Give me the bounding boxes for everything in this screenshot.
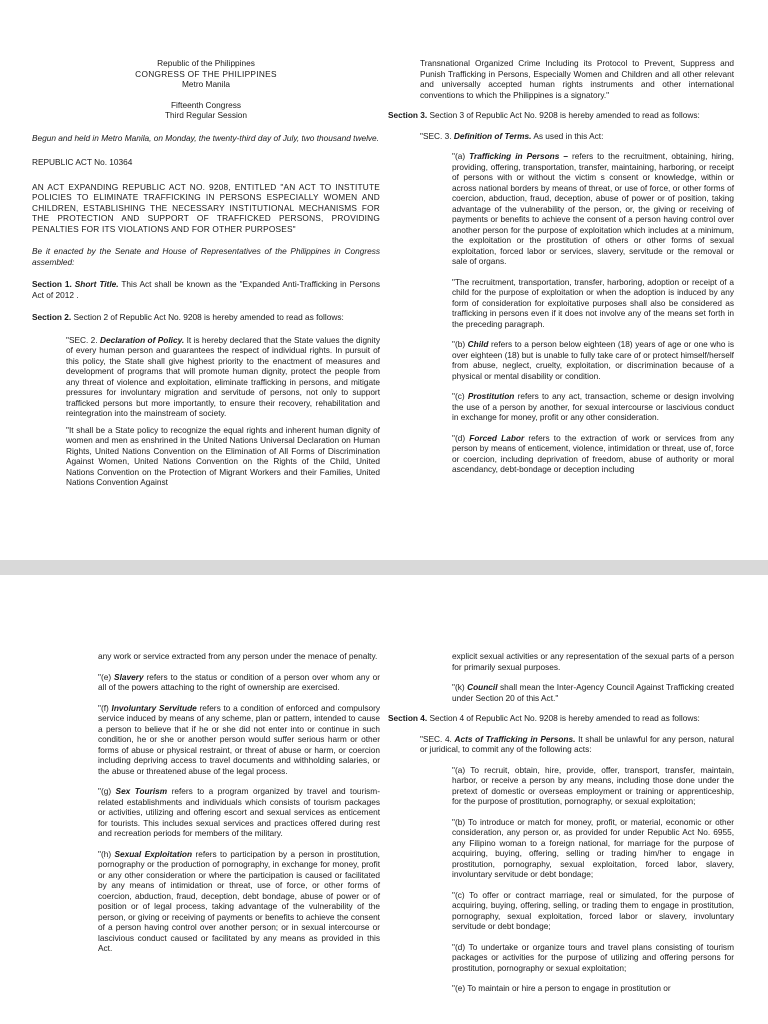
page2-right-column	[388, 651, 734, 1004]
definition-g-text: refers to a program organized by travel and tourism-related establishments and individuals which consists of tourism packages or activities, utilizing and offering escort and sexual services as enticement for tourists. This includes sexual services and practices offered during rest and recreation periods for members of the military.	[98, 786, 380, 838]
section-4-label: Section 4.	[388, 713, 428, 723]
section-2-label: Section 2.	[32, 312, 72, 322]
sec4-term: Acts of Trafficking in Persons.	[454, 733, 576, 744]
definition-d	[452, 433, 734, 475]
section-3-text: Section 3 of Republic Act No. 9208 is hereby amended to read as follows:	[429, 110, 700, 120]
definition-a-text: refers to the recruitment, obtaining, hiring, providing, offering, transportation, transfer, maintaining, harboring, or receipt of persons with or without the victim s consent or knowledge, within or across national borders by means of threat, or use of force, or other forms of coercion, abduction, fraud, deception, abuse of power or of position, taking advantage of the vulnerability of the person, or, the giving or receiving of payments or benefits to achieve the consent of a person having control over another person for the purpose of exploitation which includes at a minimum, the exploitation or the prostitution of others or other forms of sexual exploitation, forced labor or services, slavery, servitude or the removal or sale of organs.	[452, 151, 734, 266]
definition-c-term: Prostitution	[467, 391, 515, 401]
sec2-continuation: Transnational Organized Crime Including its Protocol to Prevent, Suppress and Punish Trafficking in Persons, Especially Women and Children and all other relevant and universally accepted human rights instruments and other international conventions to which the Philippines is a signatory."	[420, 58, 734, 100]
section-4-text: Section 4 of Republic Act No. 9208 is hereby amended to read as follows:	[429, 713, 700, 723]
definition-b	[452, 339, 734, 381]
enacting-clause: Be it enacted by the Senate and House of Representatives of the Philippines in Congress assembled:	[32, 246, 380, 267]
definition-g-open: "(g)	[98, 786, 112, 796]
act-d: "(d) To undertake or organize tours and travel plans consisting of tourism packages or activities for the purpose of utilizing and offering persons for prostitution, pornography or sexual exploitation;	[452, 941, 734, 973]
section-3	[388, 110, 734, 121]
sec4-acts	[420, 734, 734, 755]
definition-a-term: Trafficking in Persons –	[469, 151, 568, 161]
section-1	[32, 279, 380, 300]
sec4-open: "SEC. 4.	[420, 733, 452, 744]
act-b: "(b) To introduce or match for money, profit, or material, economic or other consideration, any person or, as provided for under Republic Act No. 6955, any Filipino woman to a foreign national, for marriage for the purpose of acquiring, buying, offering, selling or trading him/her to engage in prostitution, pornography, sexual exploitation, forced labor, slavery, involuntary servitude or debt bondage;	[452, 816, 734, 879]
congress-number: Fifteenth Congress	[170, 99, 242, 110]
act-c: "(c) To offer or contract marriage, real or simulated, for the purpose of acquiring, buying, offering, selling, or trading them to engage in prostitution, pornography, sexual exploitation, forced labor or slavery, involuntary servitude or debt bondage;	[452, 889, 734, 931]
definition-e-open: "(e)	[98, 671, 112, 682]
location-header: Metro Manila	[182, 79, 230, 89]
definition-d-open: "(d)	[452, 432, 466, 443]
definition-d-text: refers to the extraction of work or services from any person by means of enticement, violence, intimidation or threat, use of, force or coercion, including deprivation of freedom, abuse of authority or moral ascendancy, debt-bondage or deception including	[452, 432, 735, 474]
document-page-2	[0, 575, 768, 1024]
republic-header: Republic of the Philippines	[157, 58, 255, 68]
section-1-label: Section 1.	[32, 279, 72, 289]
definition-g-term: Sex Tourism	[115, 786, 168, 796]
definition-j-continuation: explicit sexual activities or any representation of the sexual parts of a person for primarily sexual purposes.	[452, 651, 734, 672]
session-label: Third Regular Session	[164, 110, 248, 120]
section-2-text: Section 2 of Republic Act No. 9208 is hereby amended to read as follows:	[73, 312, 344, 322]
page1-right-column	[388, 58, 734, 485]
sec2-paragraph-2: "It shall be a State policy to recognize the equal rights and inherent human dignity of women and men as enshrined in the United Nations Universal Declaration on Human Rights, United Nations Convention on the Elimination of All Forms of Discrimination Against Women, United Nations Convention on the Rights of the Child, United Nations Convention on the Protection of Migrant Workers and their Families, United Nations Convention Against	[66, 424, 380, 487]
definition-e-term: Slavery	[114, 671, 144, 682]
definition-c-open: "(c)	[452, 391, 465, 401]
definition-e-text: refers to the status or condition of a person over whom any or all of the powers attaching to the right of ownership are exercised.	[98, 671, 380, 692]
definition-a-open: "(a)	[452, 151, 466, 161]
definition-f-open: "(f)	[98, 702, 109, 713]
page2-left-column	[98, 651, 380, 964]
sec2-policy	[66, 335, 380, 419]
sec2-text: It is hereby declared that the State values the dignity of every human person and guarantees the respect of individual rights. In pursuit of this policy, the State shall give highest priority to the enactment of measures and development of programs that will promote human dignity, protect the people from any threat of violence and exploitation, eliminate trafficking in persons, and mitigate pressures for involuntary migration and servitude of persons, not only to support trafficked persons but more importantly, to ensure their recovery, rehabilitation and reintegration into the mainstream of society.	[66, 334, 380, 418]
definition-d-continuation: any work or service extracted from any person under the menace of penalty.	[98, 651, 378, 661]
definition-b-text: refers to a person below eighteen (18) years of age or one who is over eighteen (18) but is unable to fully take care of or protect himself/herself from abuse, neglect, cruelty, exploitation, or discrimination because of a physical or mental disability or condition.	[452, 339, 735, 381]
definition-f-text: refers to a condition of enforced and compulsory service induced by means of any scheme, plan or pattern, intended to cause a person to believe that if he or she did not enter into or continue in such condition, he or she or another person would suffer serious harm or other forms of abuse or physical restraint, or threat of abuse or harm, or coercion including depriving access to travel documents and withholding salaries, or the abuse or threatened abuse of the legal process.	[98, 702, 381, 776]
sec3-open: "SEC. 3.	[420, 130, 452, 141]
act-a: "(a) To recruit, obtain, hire, provide, offer, transport, transfer, maintain, harbor, or receive a person by any means, including those done under the pretext of domestic or overseas employment or training or apprenticeship, for the purpose of prostitution, pornography, or sexual exploitation;	[452, 764, 734, 806]
begun-statement: Begun and held in Metro Manila, on Monday, the twenty-third day of July, two thousand twelve.	[32, 132, 379, 143]
definition-h-open: "(h)	[98, 848, 112, 859]
section-2	[32, 312, 380, 323]
sec2-open: "SEC. 2.	[66, 334, 98, 345]
sec4-text: It shall be unlawful for any person, natural or juridical, to commit any of the following acts:	[420, 733, 734, 754]
section-4	[388, 713, 734, 724]
definition-d-term: Forced Labor	[469, 432, 525, 443]
section-1-text: This Act shall be known as the "Expanded Anti-Trafficking in Persons Act of 2012 .	[32, 279, 380, 300]
definition-a-paragraph-2: "The recruitment, transportation, transfer, harboring, adoption or receipt of a child for the purpose of exploitation or when the adoption is induced by any form of consideration for exploitative purposes shall also be considered as trafficking in persons even if it does not involve any of the means set forth in the preceding paragraph.	[452, 276, 734, 329]
definition-h-term: Sexual Exploitation	[114, 848, 193, 859]
section-1-term: Short Title.	[74, 279, 119, 289]
definition-k-open: "(k)	[452, 682, 465, 692]
definition-f	[98, 703, 380, 777]
act-e: "(e) To maintain or hire a person to engage in prostitution or	[452, 983, 671, 993]
section-3-label: Section 3.	[388, 110, 428, 120]
definition-c	[452, 391, 734, 423]
definition-k-text: shall mean the Inter-Agency Council Against Trafficking created under Section 20 of this Act."	[452, 682, 734, 703]
definition-e	[98, 672, 380, 693]
definition-f-term: Involuntary Servitude	[111, 702, 197, 713]
definition-h	[98, 849, 380, 954]
definition-b-open: "(b)	[452, 339, 466, 349]
sec3-text: As used in this Act:	[533, 130, 604, 141]
sec3-term: Definition of Terms.	[453, 130, 532, 141]
act-number: REPUBLIC ACT No. 10364	[32, 157, 133, 167]
definition-h-text: refers to participation by a person in prostitution, pornography or the production of pornography, in exchange for money, profit or any other consideration or where the participation is caused or facilitated by any means of intimidation or threat, use of force, or other forms of coercion, abduction, fraud, deception, debt bondage, abuse of power or of position or of legal process, taking advantage of the vulnerability of the person, or giving or receiving of payments or benefits to achieve the consent of a person having control over another person; or in sexual intercourse or lascivious conduct caused or facilitated by any means as provided in this Act.	[98, 848, 380, 953]
sec2-term: Declaration of Policy.	[99, 334, 185, 345]
act-title: AN ACT EXPANDING REPUBLIC ACT NO. 9208, ENTITLED "AN ACT TO INSTITUTE POLICIES TO ELIMINATE TRAFFICKING IN PERSONS ESPECIALLY WOMEN AND CHILDREN, ESTABLISHING THE NECESSARY INSTITUTIONAL MECHANISMS FOR THE PROTECTION AND SUPPORT OF TRAFFICKED PERSONS, PROVIDING PENALTIES FOR ITS VIOLATIONS AND FOR OTHER PURPOSES"	[32, 181, 380, 234]
definition-b-term: Child	[467, 339, 489, 349]
definition-a	[452, 151, 734, 267]
definition-g	[98, 786, 380, 839]
definition-k-term: Council	[467, 682, 498, 692]
congress-header: CONGRESS OF THE PHILIPPINES	[135, 68, 277, 79]
definition-c-text: refers to any act, transaction, scheme or design involving the use of a person by another, for sexual intercourse or lascivious conduct in exchange for money, profit or any other consideration.	[452, 391, 734, 422]
sec3-definitions	[420, 131, 734, 142]
definition-k	[452, 682, 734, 703]
page1-left-column	[32, 58, 380, 494]
